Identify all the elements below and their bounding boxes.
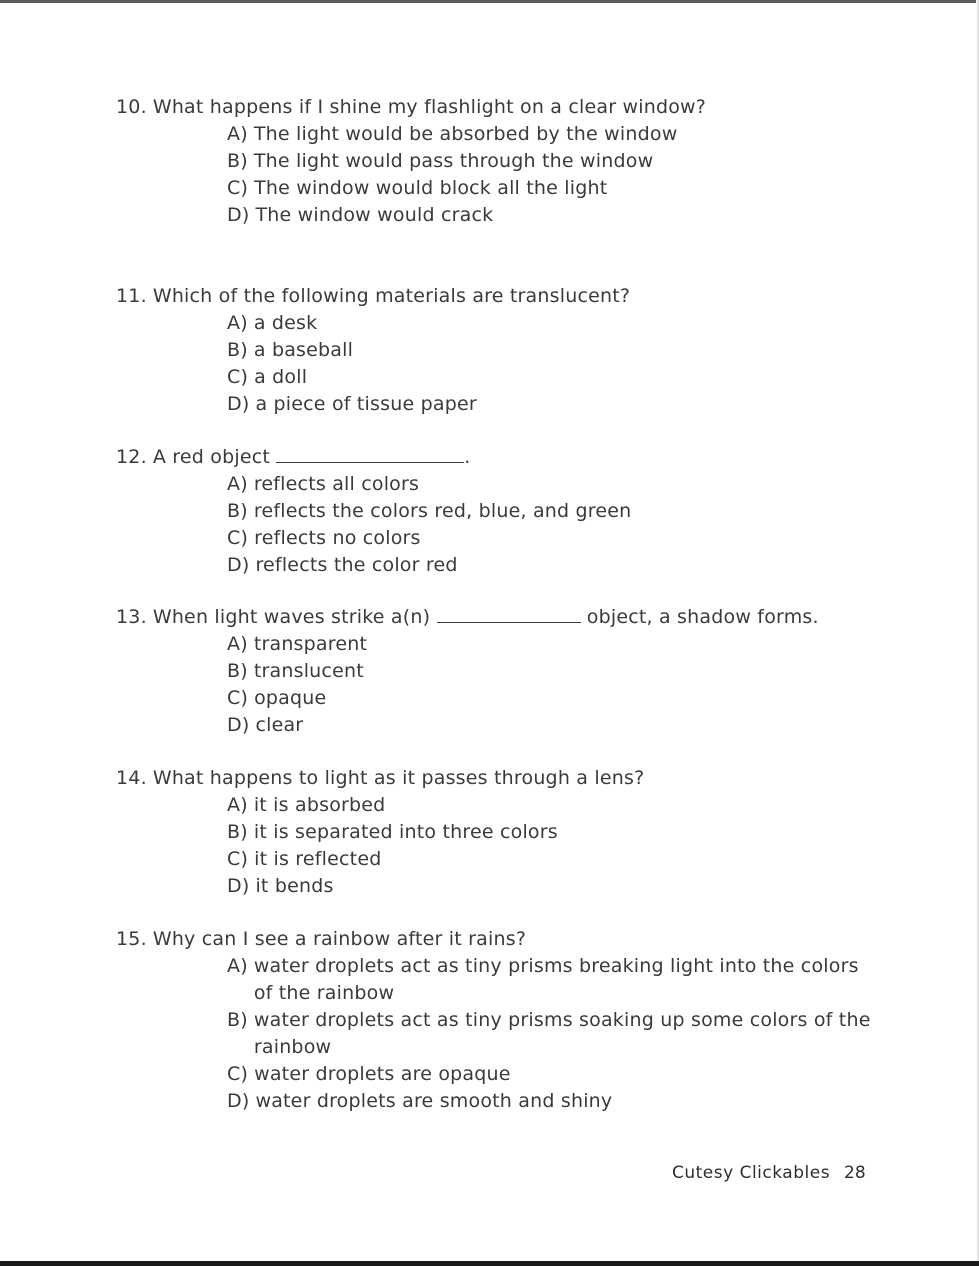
- answer-letter: C): [227, 527, 249, 549]
- answer-option-a: [227, 310, 916, 337]
- answer-letter: D): [227, 204, 250, 226]
- answer-option-d: [227, 391, 916, 418]
- answer-option-b: [227, 1007, 916, 1061]
- answer-text: a doll: [254, 366, 308, 388]
- answer-text: it is separated into three colors: [253, 821, 558, 843]
- question-12: [116, 444, 916, 579]
- question-10-stem: [116, 94, 916, 121]
- answer-option-b: [227, 819, 916, 846]
- question-11: [116, 283, 916, 418]
- answer-text: reflects no colors: [254, 527, 421, 549]
- answer-text: a piece of tissue paper: [255, 393, 477, 415]
- question-text: Which of the following materials are translucent?: [152, 285, 631, 307]
- question-text-before-blank: A red object: [152, 446, 270, 468]
- answer-letter: C): [227, 177, 249, 199]
- answer-letter: D): [227, 714, 250, 736]
- answer-option-d: [227, 873, 916, 900]
- question-13-stem: [116, 604, 916, 631]
- answer-option-b: [227, 498, 916, 525]
- answer-letter: B): [227, 1009, 248, 1031]
- question-15-stem: [116, 926, 916, 953]
- question-15: [116, 926, 916, 1115]
- answer-letter: A): [227, 473, 248, 495]
- scan-bottom-edge: [0, 1261, 979, 1266]
- answer-letter: A): [227, 312, 248, 334]
- question-text: What happens to light as it passes through a lens?: [152, 767, 645, 789]
- answer-text: water droplets are opaque: [254, 1063, 511, 1085]
- answer-letter: A): [227, 123, 248, 145]
- answer-text: water droplets act as tiny prisms breaking light into the colors of the rainbow: [253, 955, 859, 1004]
- answer-option-a: [227, 121, 916, 148]
- answer-option-b: [227, 658, 916, 685]
- answer-option-d: [227, 712, 916, 739]
- answer-blank: [276, 447, 464, 463]
- answer-option-a: [227, 471, 916, 498]
- answer-letter: B): [227, 821, 248, 843]
- answer-list: [116, 471, 916, 579]
- answer-option-c: [227, 175, 916, 202]
- answer-text: reflects all colors: [253, 473, 420, 495]
- question-13: [116, 604, 916, 739]
- answer-text: The window would crack: [255, 204, 494, 226]
- answer-letter: B): [227, 339, 248, 361]
- answer-letter: C): [227, 366, 249, 388]
- answer-text: a desk: [253, 312, 318, 334]
- footer-brand: Cutesy Clickables: [672, 1163, 831, 1183]
- answer-list: [116, 310, 916, 418]
- question-11-stem: [116, 283, 916, 310]
- question-number: 10.: [116, 96, 147, 118]
- answer-text: it is absorbed: [253, 794, 386, 816]
- answer-text: clear: [255, 714, 304, 736]
- answer-text: The light would be absorbed by the window: [253, 123, 678, 145]
- answer-list: [116, 121, 916, 229]
- answer-list: [116, 631, 916, 739]
- question-number: 13.: [116, 606, 147, 628]
- answer-option-d: [227, 202, 916, 229]
- page-footer: [672, 1160, 866, 1187]
- answer-list: [116, 953, 916, 1115]
- answer-text: water droplets are smooth and shiny: [255, 1090, 613, 1112]
- answer-text: reflects the color red: [255, 554, 458, 576]
- answer-text: translucent: [253, 660, 364, 682]
- answer-text: it bends: [255, 875, 334, 897]
- answer-text: transparent: [253, 633, 368, 655]
- question-text-after-blank: object, a shadow forms.: [586, 606, 819, 628]
- answer-list: [116, 792, 916, 900]
- answer-text: a baseball: [253, 339, 354, 361]
- question-14: [116, 765, 916, 900]
- question-10: [116, 94, 916, 229]
- answer-letter: A): [227, 633, 248, 655]
- answer-letter: C): [227, 687, 249, 709]
- question-text: Why can I see a rainbow after it rains?: [152, 928, 527, 950]
- answer-option-d: [227, 1088, 916, 1115]
- answer-option-c: [227, 364, 916, 391]
- answer-option-a: [227, 792, 916, 819]
- answer-letter: B): [227, 500, 248, 522]
- answer-option-c: [227, 525, 916, 552]
- question-number: 11.: [116, 285, 147, 307]
- answer-letter: A): [227, 955, 248, 977]
- answer-option-c: [227, 685, 916, 712]
- answer-text: opaque: [254, 687, 327, 709]
- answer-letter: C): [227, 1063, 249, 1085]
- question-number: 14.: [116, 767, 147, 789]
- answer-blank: [437, 607, 581, 623]
- answer-text: The window would block all the light: [254, 177, 608, 199]
- question-12-stem: [116, 444, 916, 471]
- answer-text: reflects the colors red, blue, and green: [253, 500, 632, 522]
- answer-letter: C): [227, 848, 249, 870]
- answer-option-c: [227, 1061, 916, 1088]
- question-number: 12.: [116, 446, 147, 468]
- answer-letter: B): [227, 660, 248, 682]
- answer-option-a: [227, 953, 916, 1007]
- question-text: What happens if I shine my flashlight on a clear window?: [152, 96, 707, 118]
- answer-letter: D): [227, 875, 250, 897]
- answer-text: water droplets act as tiny prisms soaking up some colors of the rainbow: [253, 1009, 871, 1058]
- question-14-stem: [116, 765, 916, 792]
- question-text-after-blank: .: [464, 446, 471, 468]
- answer-letter: D): [227, 554, 250, 576]
- answer-letter: D): [227, 1090, 250, 1112]
- page-number: 28: [844, 1163, 866, 1183]
- answer-letter: A): [227, 794, 248, 816]
- question-number: 15.: [116, 928, 147, 950]
- question-text-before-blank: When light waves strike a(n): [152, 606, 431, 628]
- answer-text: it is reflected: [254, 848, 382, 870]
- answer-option-d: [227, 552, 916, 579]
- answer-text: The light would pass through the window: [253, 150, 654, 172]
- answer-option-c: [227, 846, 916, 873]
- scan-top-edge: [0, 0, 979, 3]
- answer-letter: D): [227, 393, 250, 415]
- answer-option-b: [227, 148, 916, 175]
- answer-letter: B): [227, 150, 248, 172]
- answer-option-a: [227, 631, 916, 658]
- answer-option-b: [227, 337, 916, 364]
